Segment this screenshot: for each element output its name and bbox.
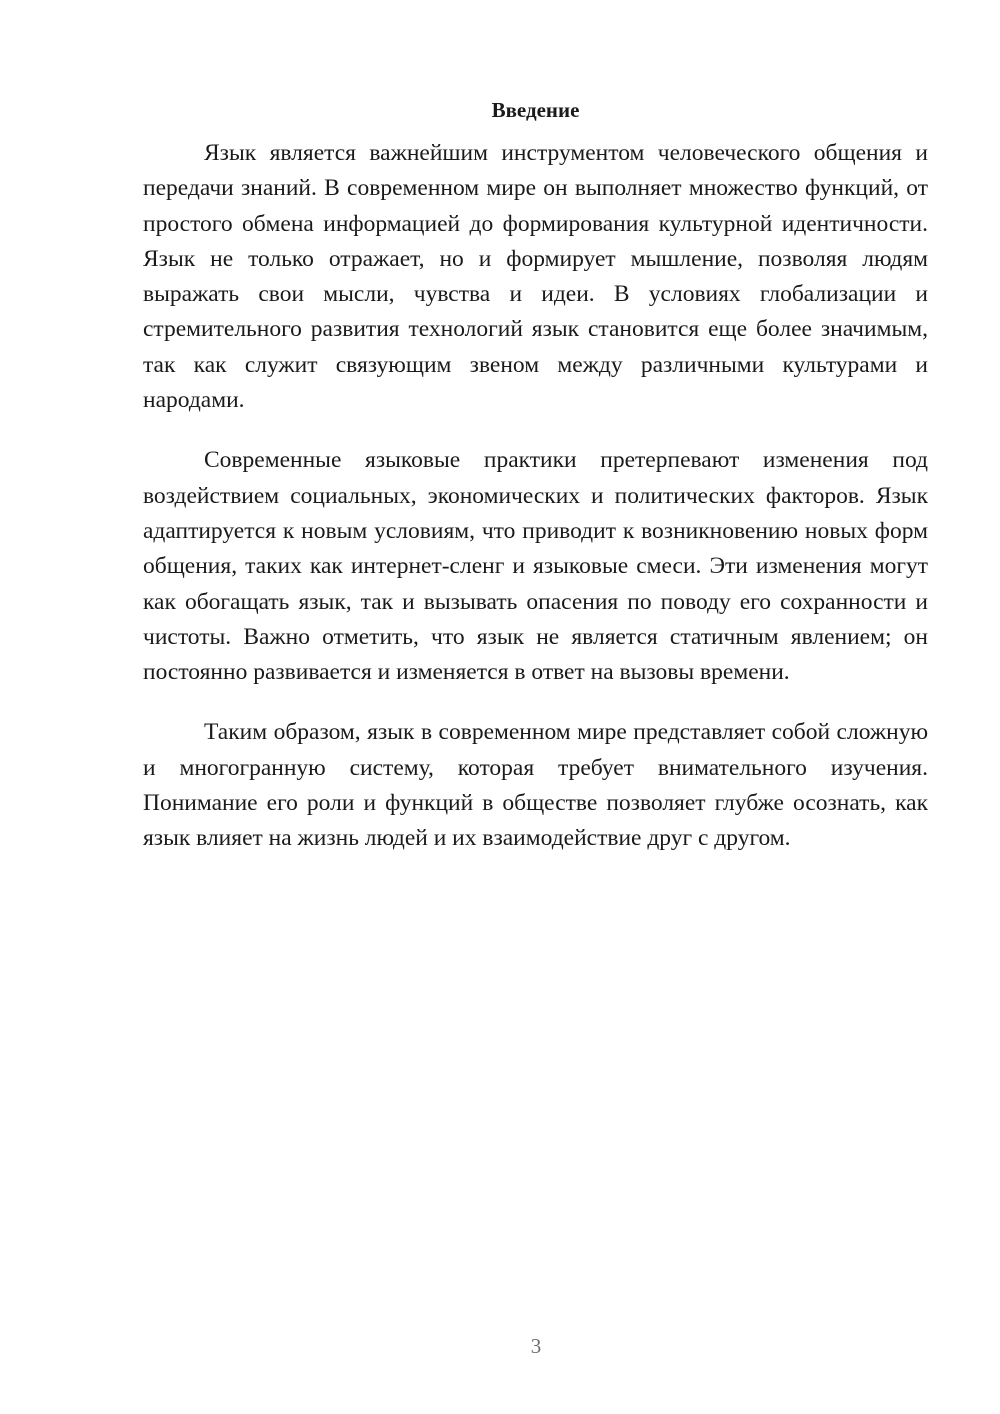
paragraph-3: Таким образом, язык в современном мире представляет собой сложную и многогранную систему, которая требует внимательного изучения. Понимание его роли и функций в обществе позволяет глубже осознать, как язык влияет на жизнь людей и их взаимодействие друг с другом. <box>143 719 928 852</box>
page-content <box>143 92 928 882</box>
paragraph-2: Современные языковые практики претерпевают изменения под воздействием социальных, экономических и политических факторов. Язык адаптируется к новым условиям, что приводит к возникновению новых форм общения, таких как интернет-сленг и языковые смеси. Эти изменения могут как обогащать язык, так и вызывать опасения по поводу его сохранности и чистоты. Важно отметить, что язык не является статичным явлением; он постоянно развивается и изменяется в ответ на вызовы времени. <box>143 447 928 686</box>
page-number: 3 <box>530 1334 542 1358</box>
section-title: Введение <box>491 98 580 122</box>
paragraph-1: Язык является важнейшим инструментом человеческого общения и передачи знаний. В современном мире он выполняет множество функций, от простого обмена информацией до формирования культурной идентичности. Язык не только отражает, но и формирует мышление, позволяя людям выражать свои мысли, чувства и идеи. В условиях глобализации и стремительного развития технологий язык становится еще более значимым, так как служит связующим звеном между различными культурами и народами. <box>143 140 928 414</box>
